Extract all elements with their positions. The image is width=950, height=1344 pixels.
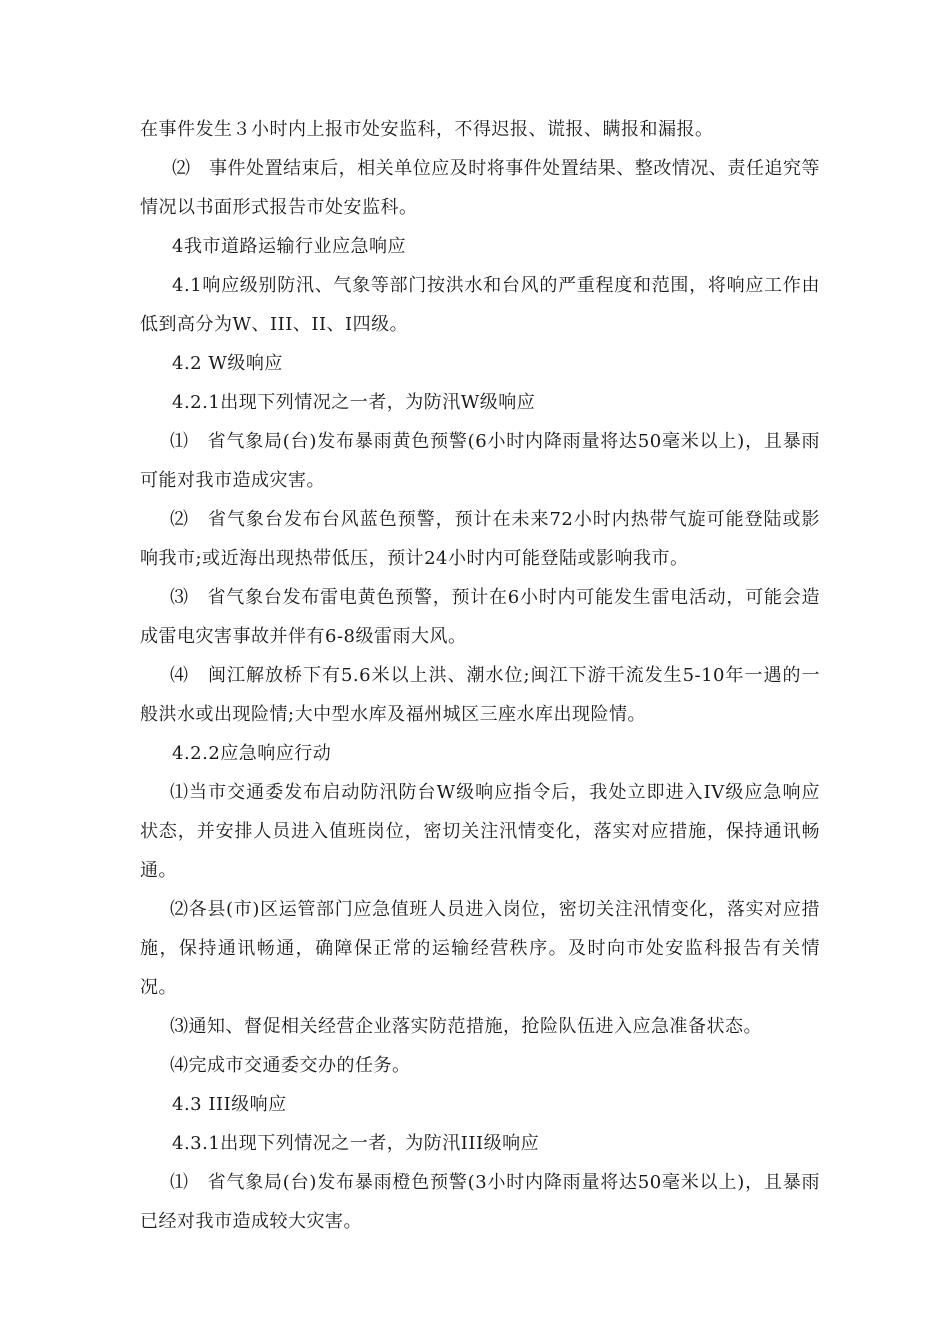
paragraph: ⑵ 事件处置结束后，相关单位应及时将事件处置结果、整改情况、责任追究等情况以书面形式报告市处安监科。 (140, 158, 820, 218)
section-heading: 4.2 W级响应 (172, 353, 283, 374)
subsection-heading: 4.2.1出现下列情况之一者，为防汛W级响应 (172, 392, 536, 413)
list-item: ⑴ 省气象局(台)发布暴雨橙色预警(3小时内降雨量将达50毫米以上)，且暴雨已经对我市造成较大灾害。 (140, 1172, 820, 1232)
section-heading: 4.3 III级响应 (172, 1094, 287, 1115)
document-body (140, 110, 820, 1241)
list-item: ⑷完成市交通委交办的任务。 (170, 1055, 411, 1076)
list-item: ⑶通知、督促相关经营企业落实防范措施，抢险队伍进入应急准备状态。 (170, 1016, 762, 1037)
paragraph: 在事件发生３小时内上报市处安监科，不得迟报、谎报、瞒报和漏报。 (140, 119, 714, 140)
section-heading: 4我市道路运输行业应急响应 (172, 236, 406, 257)
list-item: ⑶ 省气象台发布雷电黄色预警，预计在6小时内可能发生雷电活动，可能会造成雷电灾害事故并伴有6-8级雷雨大风。 (140, 587, 820, 647)
paragraph: 4.1响应级别防汛、气象等部门按洪水和台风的严重程度和范围，将响应工作由低到高分为W、III、II、I四级。 (140, 275, 820, 335)
list-item: ⑵ 省气象台发布台风蓝色预警，预计在未来72小时内热带气旋可能登陆或影响我市;或近海出现热带低压，预计24小时内可能登陆或影响我市。 (140, 509, 820, 569)
subsection-heading: 4.2.2应急响应行动 (172, 743, 332, 764)
subsection-heading: 4.3.1出现下列情况之一者，为防汛III级响应 (172, 1133, 540, 1154)
list-item: ⑵各县(市)区运管部门应急值班人员进入岗位，密切关注汛情变化，落实对应措施，保持通讯畅通，确障保正常的运输经营秩序。及时向市处安监科报告有关情况。 (140, 899, 820, 998)
list-item: ⑴ 省气象局(台)发布暴雨黄色预警(6小时内降雨量将达50毫米以上)，且暴雨可能对我市造成灾害。 (140, 431, 820, 491)
list-item: ⑷ 闽江解放桥下有5.6米以上洪、潮水位;闽江下游干流发生5-10年一遇的一般洪水或出现险情;大中型水库及福州城区三座水库出现险情。 (140, 665, 820, 725)
list-item: ⑴当市交通委发布启动防汛防台W级响应指令后，我处立即进入IV级应急响应状态，并安排人员进入值班岗位，密切关注汛情变化，落实对应措施，保持通讯畅通。 (140, 782, 820, 881)
